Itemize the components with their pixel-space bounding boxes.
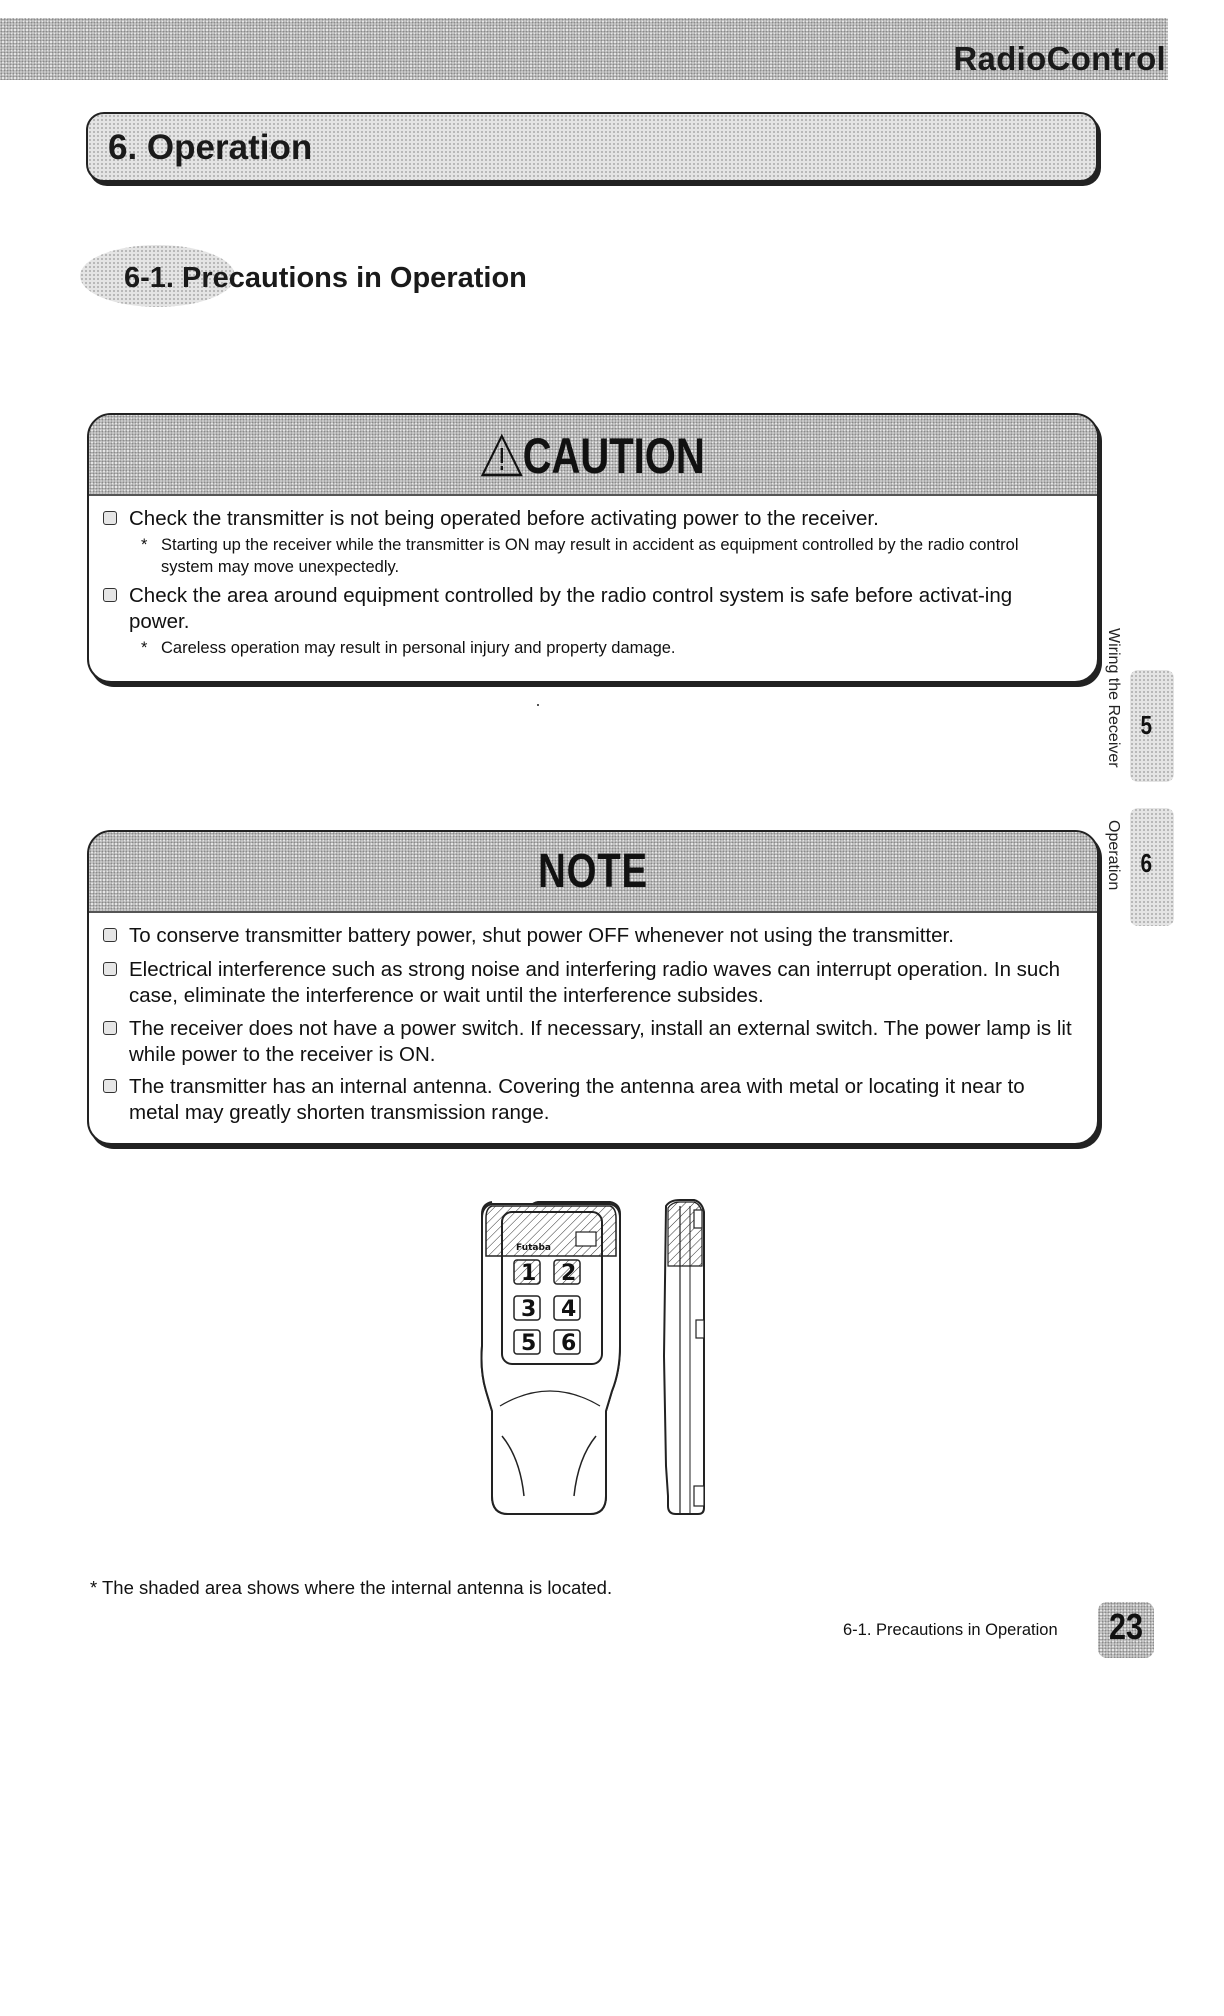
- button-1: 1: [521, 1261, 537, 1286]
- note-item-text: The receiver does not have a power switch. If necessary, install an external switch. The power lamp is lit while power to the receiver is ON.: [129, 1017, 1072, 1066]
- note-item-text: The transmitter has an internal antenna. Covering the antenna area with metal or locating it near to metal may greatly shorten transmission range.: [129, 1075, 1025, 1124]
- note-item: [103, 1016, 1073, 1068]
- brand-logo: Futaba: [516, 1243, 551, 1253]
- caution-divider: [89, 494, 1097, 496]
- note-item-text: Electrical interference such as strong noise and interfering radio waves can interrupt operation. In such case, eliminate the interference or wait until the interference subsides.: [129, 958, 1060, 1007]
- button-3: 3: [521, 1297, 537, 1322]
- caution-item: [103, 506, 1073, 532]
- caution-item-text: Check the transmitter is not being operated before activating power to the receiver.: [129, 507, 879, 530]
- caution-note-text: Starting up the receiver while the transmitter is ON may result in accident as equipment controlled by the radio control system may move unexpectedly.: [161, 536, 1019, 576]
- checkbox-icon: [103, 588, 117, 602]
- caution-item-note: [141, 534, 1073, 578]
- caution-item-text: Check the area around equipment controlled by the radio control system is safe before activat-ing power.: [129, 584, 1013, 633]
- checkbox-icon: [103, 511, 117, 525]
- button-6: 6: [561, 1331, 577, 1356]
- checkbox-icon: [103, 962, 117, 976]
- caution-title: CAUTION: [522, 428, 705, 484]
- subsection-title: 6-1. Precautions in Operation: [124, 262, 527, 294]
- caution-note-text: Careless operation may result in personal injury and property damage.: [161, 639, 676, 657]
- caution-item-note: [141, 637, 1073, 659]
- figure-caption: * The shaded area shows where the internal antenna is located.: [90, 1577, 613, 1598]
- note-item-text: To conserve transmitter battery power, shut power OFF whenever not using the transmitter.: [129, 924, 954, 947]
- checkbox-icon: [103, 1079, 117, 1093]
- transmitter-front-view: [482, 1202, 621, 1514]
- warning-triangle-icon: [481, 433, 523, 477]
- button-4: 4: [561, 1297, 577, 1322]
- button-2: 2: [561, 1261, 577, 1286]
- checkbox-icon: [103, 928, 117, 942]
- caution-heading: [89, 427, 1097, 485]
- checkbox-icon: [103, 1021, 117, 1035]
- button-5: 5: [521, 1331, 537, 1356]
- note-panel: [87, 830, 1099, 1145]
- transmitter-side-view: [664, 1200, 704, 1514]
- side-tab-number: 6: [1140, 848, 1153, 878]
- note-item: [103, 1074, 1073, 1126]
- side-tab-number: 5: [1140, 710, 1153, 740]
- stray-mark: [537, 704, 539, 706]
- caution-panel: [87, 413, 1099, 683]
- note-divider: [89, 911, 1097, 913]
- note-title: NOTE: [538, 845, 648, 898]
- caution-item: [103, 583, 1073, 635]
- page-number: 23: [1108, 1606, 1144, 1647]
- note-item: [103, 957, 1073, 1009]
- brand-title: RadioControl: [953, 40, 1166, 77]
- asterisk-icon: *: [141, 536, 148, 554]
- asterisk-icon: *: [141, 639, 148, 657]
- footer-section-ref: 6-1. Precautions in Operation: [843, 1621, 1058, 1639]
- note-item: [103, 923, 1073, 949]
- transmitter-figure: [480, 1196, 780, 1526]
- side-tab-label-operation[interactable]: Operation: [1105, 820, 1122, 891]
- section-title: 6. Operation: [108, 128, 313, 167]
- side-tab-label-wiring[interactable]: Wiring the Receiver: [1105, 628, 1122, 768]
